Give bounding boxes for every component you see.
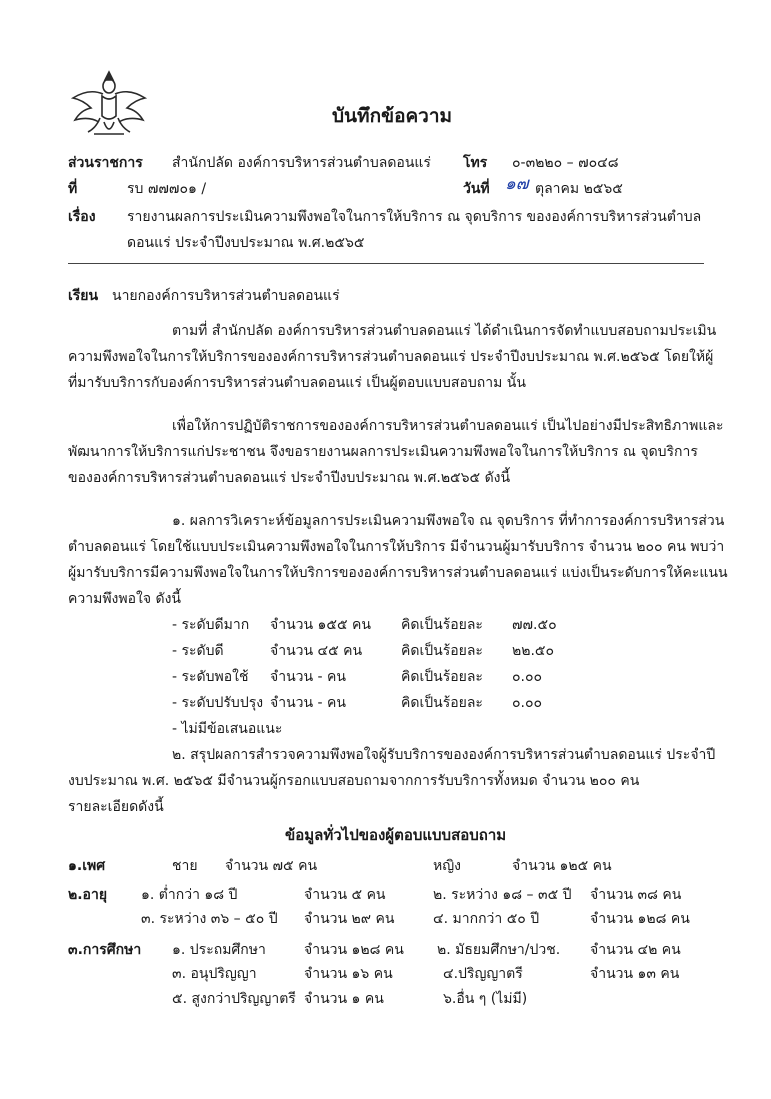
age-item-label: ๔. มากกว่า ๕๐ ปี (433, 911, 540, 927)
edu-item-count: จำนวน ๔๒ คน (590, 942, 681, 958)
level-pct: ๒๒.๕๐ (512, 643, 555, 659)
age-item-count: จำนวน ๒๙ คน (304, 911, 395, 927)
phone-label: โทร (463, 155, 488, 171)
edu-item-count: จำนวน ๑๖ คน (304, 966, 393, 982)
level-count: จำนวน ๔๕ คน (270, 643, 363, 659)
phone-value: ๐-๓๒๒๐ – ๗๐๔๘ (512, 155, 619, 171)
edu-item-label: ๔.ปริญญาตรี (443, 966, 523, 982)
level-count: จำนวน - คน (270, 695, 346, 711)
level-label: - ระดับพอใช้ (172, 669, 249, 685)
general-info-heading: ข้อมูลทั่วไปของผู้ตอบแบบสอบถาม (285, 826, 507, 844)
header-divider (68, 263, 704, 264)
p1-line-1: ตามที่ สำนักปลัด องค์การบริหารส่วนตำบลดอนแร่ ได้ดำเนินการจัดทำแบบสอบถามประเมิน (172, 323, 717, 339)
level-pct-label: คิดเป็นร้อยละ (401, 695, 483, 711)
garuda-emblem-icon (70, 66, 148, 142)
ref-label: ที่ (68, 181, 78, 197)
p2-line-3: ขององค์การบริหารส่วนตำบลดอนแร่ ประจำปีงบประมาณ พ.ศ.๒๕๖๕ ดังนี้ (68, 470, 511, 486)
date-day-handwritten: ๑๗ (505, 174, 529, 194)
level-pct-label: คิดเป็นร้อยละ (401, 643, 483, 659)
edu-item-label: ๑. ประถมศึกษา (172, 942, 266, 958)
level-label: - ระดับดีมาก (172, 617, 250, 633)
p1-line-2: ความพึงพอใจในการให้บริการขององค์การบริหารส่วนตำบลดอนแร่ ประจำปีงบประมาณ พ.ศ.๒๕๖๕ โดยให้ผู้ (68, 349, 714, 365)
p3-line-2: ตำบลดอนแร่ โดยใช้แบบประเมินความพึงพอใจในการให้บริการ มีจำนวนผู้มารับบริการ จำนวน ๒๐๐ คน พบว่า (68, 539, 725, 555)
p3-line-4: ความพึงพอใจ ดังนี้ (68, 591, 182, 607)
level-pct: ๐.๐๐ (512, 669, 543, 685)
gender-male: ชาย (172, 858, 198, 874)
level-pct: ๗๗.๕๐ (512, 617, 557, 633)
date-label: วันที่ (463, 181, 490, 197)
gender-female: หญิง (433, 858, 461, 874)
education-label: ๓.การศึกษา (68, 942, 142, 958)
gender-female-count: จำนวน ๑๒๕ คน (512, 858, 612, 874)
date-month-year: ตุลาคม ๒๕๖๕ (535, 181, 623, 197)
level-label: - ระดับดี (172, 643, 224, 659)
age-item-label: ๓. ระหว่าง ๓๖ – ๕๐ ปี (141, 911, 278, 927)
age-label: ๒.อายุ (68, 887, 108, 903)
age-item-label: ๑. ต่ำกว่า ๑๘ ปี (141, 887, 238, 903)
edu-item-count: จำนวน ๑๓ คน (590, 966, 680, 982)
p4-line-2: งบประมาณ พ.ศ. ๒๕๖๕ มีจำนวนผู้กรอกแบบสอบถามจากการรับบริการทั้งหมด จำนวน ๒๐๐ คน (68, 773, 640, 789)
level-count: จำนวน ๑๕๕ คน (270, 617, 371, 633)
agency-label: ส่วนราชการ (68, 155, 143, 171)
agency-value: สำนักปลัด องค์การบริหารส่วนตำบลดอนแร่ (172, 155, 431, 171)
p1-line-3: ที่มารับบริการกับองค์การบริหารส่วนตำบลดอนแร่ เป็นผู้ตอบแบบสอบถาม นั้น (68, 375, 526, 391)
age-item-label: ๒. ระหว่าง ๑๘ – ๓๕ ปี (433, 887, 572, 903)
level-pct: ๐.๐๐ (512, 695, 543, 711)
subject-line-1: รายงานผลการประเมินความพึงพอใจในการให้บริการ ณ จุดบริการ ขององค์การบริหารส่วนตำบล (127, 209, 702, 225)
age-item-count: จำนวน ๕ คน (304, 887, 386, 903)
ref-value: รบ ๗๗๗๐๑ / (127, 181, 207, 197)
gender-male-count: จำนวน ๗๕ คน (225, 858, 318, 874)
edu-item-count: จำนวน ๑๒๘ คน (304, 942, 404, 958)
memo-title: บันทึกข้อความ (332, 105, 453, 127)
subject-label: เรื่อง (68, 209, 96, 225)
age-item-count: จำนวน ๑๒๘ คน (590, 911, 690, 927)
age-item-count: จำนวน ๓๘ คน (590, 887, 682, 903)
p2-line-1: เพื่อให้การปฏิบัติราชการขององค์การบริหารส่วนตำบลดอนแร่ เป็นไปอย่างมีประสิทธิภาพและ (172, 418, 724, 434)
level-pct-label: คิดเป็นร้อยละ (401, 669, 483, 685)
subject-line-2: ดอนแร่ ประจำปีงบประมาณ พ.ศ.๒๕๖๕ (127, 235, 365, 251)
edu-item-label: ๕. สูงกว่าปริญญาตรี (172, 991, 296, 1007)
p4-line-1: ๒. สรุปผลการสำรวจความพึงพอใจผู้รับบริการขององค์การบริหารส่วนตำบลดอนแร่ ประจำปี (172, 747, 716, 763)
salutation-label: เรียน (68, 288, 99, 304)
p3-line-3: ผู้มารับบริการมีความพึงพอใจในการให้บริการขององค์การบริหารส่วนตำบลดอนแร่ แบ่งเป็นระดับการให้คะแนน (68, 565, 728, 581)
edu-item-count: จำนวน ๑ คน (304, 991, 384, 1007)
level-count: จำนวน - คน (270, 669, 346, 685)
level-pct-label: คิดเป็นร้อยละ (401, 617, 483, 633)
p4-line-3: รายละเอียดดังนี้ (68, 799, 164, 815)
salutation-value: นายกองค์การบริหารส่วนตำบลดอนแร่ (112, 288, 340, 304)
p3-line-1: ๑. ผลการวิเคราะห์ข้อมูลการประเมินความพึงพอใจ ณ จุดบริการ ที่ทำการองค์การบริหารส่วน (172, 513, 725, 529)
p2-line-2: พัฒนาการให้บริการแก่ประชาชน จึงขอรายงานผลการประเมินความพึงพอใจในการให้บริการ ณ จุดบริการ (68, 444, 698, 460)
level-label: - ระดับปรับปรุง (172, 695, 264, 711)
edu-item-label: ๒. มัธยมศึกษา/ปวช. (437, 942, 561, 958)
edu-item-label: ๓. อนุปริญญา (172, 966, 257, 982)
no-suggestion: - ไม่มีข้อเสนอแนะ (172, 721, 283, 737)
gender-label: ๑.เพศ (68, 858, 106, 874)
edu-item-label: ๖.อื่น ๆ (ไม่มี) (443, 991, 528, 1007)
